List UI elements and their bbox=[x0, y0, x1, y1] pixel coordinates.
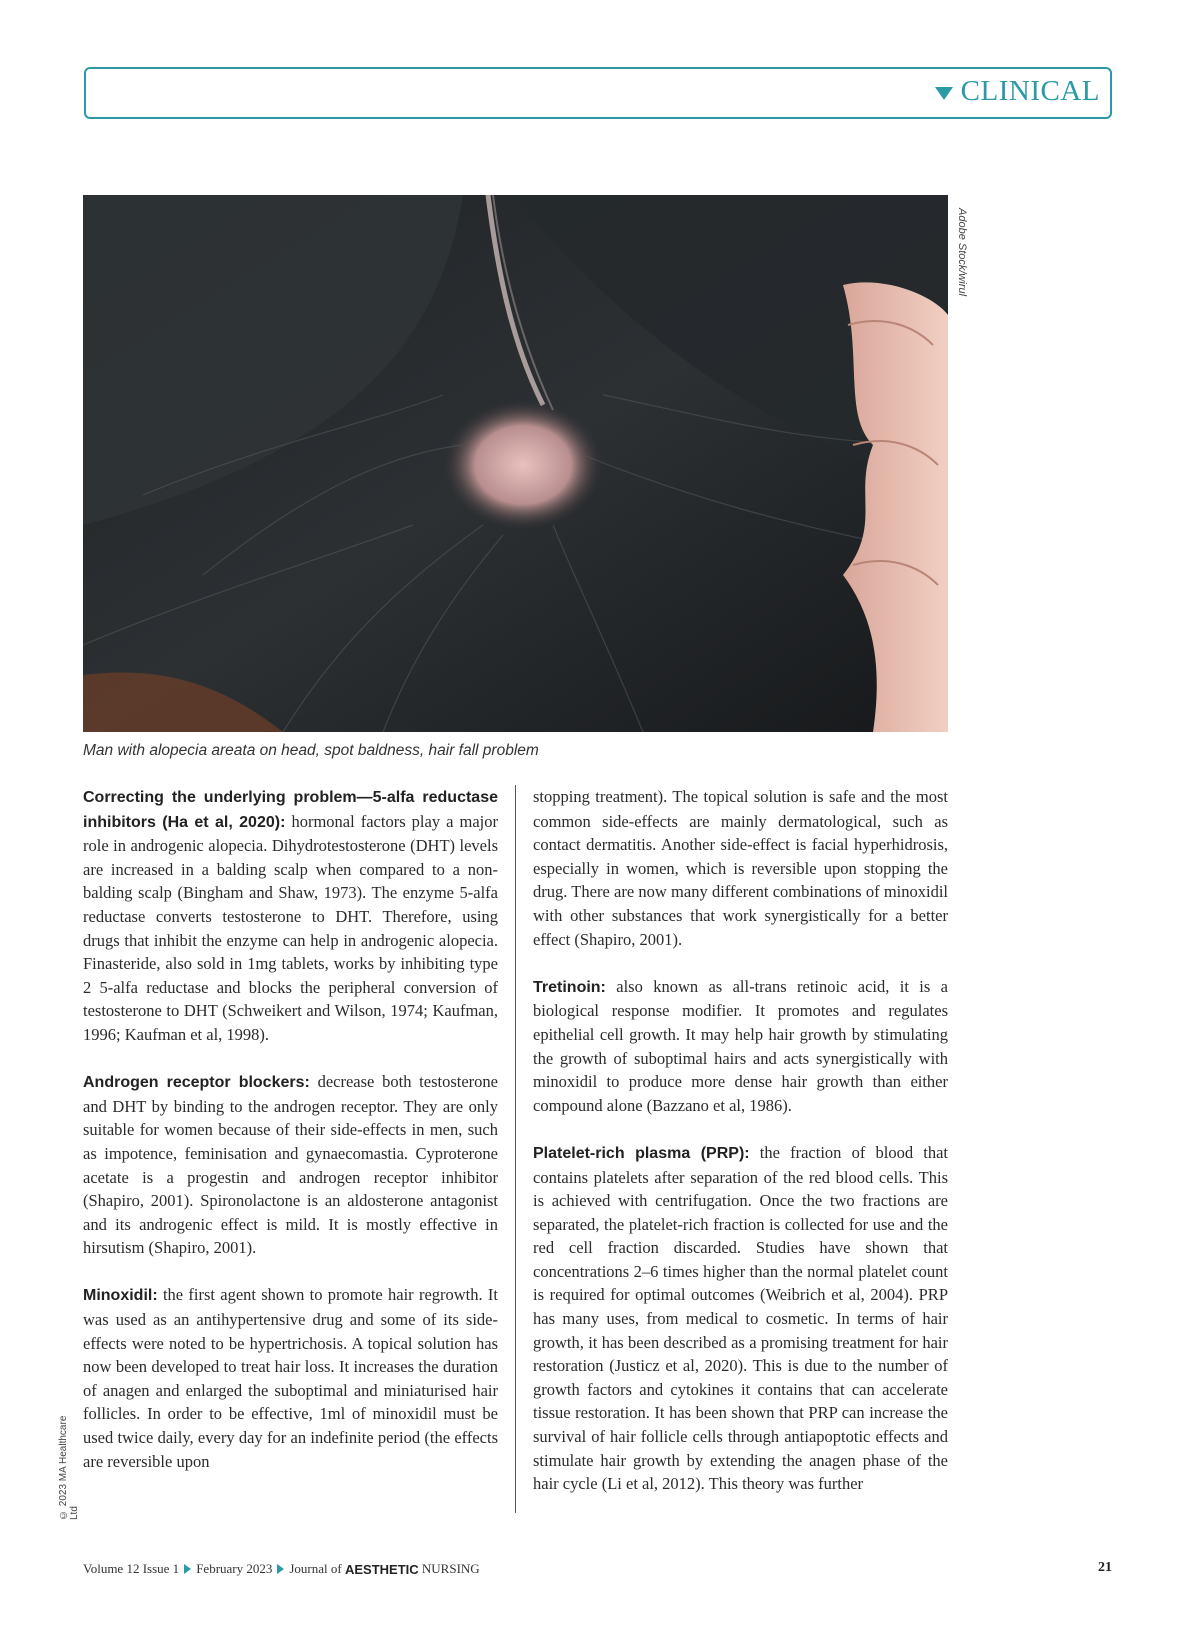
paragraph-heading: Tretinoin: bbox=[533, 978, 606, 996]
footer-journal-brand: AESTHETIC bbox=[344, 1561, 419, 1577]
photo-credit: Adobe Stock/wirul bbox=[956, 208, 968, 297]
footer-date: February 2023 bbox=[196, 1561, 273, 1576]
right-column bbox=[533, 785, 948, 1519]
paragraph-heading: Minoxidil: bbox=[83, 1287, 158, 1305]
left-column bbox=[83, 785, 498, 1497]
triangle-right-icon bbox=[277, 1564, 284, 1574]
scalp-illustration bbox=[83, 195, 948, 732]
paragraph-body: hormonal factors play a major role in androgenic alopecia. Dihydrotestosterone (DHT) levels are increased in a balding scalp when compared to a non-balding scalp (Bingham and Shaw, 1973). The enzyme 5-alfa reductase converts testosterone to DHT. Therefore, using drugs that inhibit the enzyme can help in androgenic alopecia. Finasteride, also sold in 1mg tablets, works by inhibiting type 2 5-alfa reductase and blocks the peripheral conversion of testosterone to DHT (Schweikert and Wilson, 1974; Kaufman, 1996; Kaufman et al, 1998). bbox=[83, 811, 498, 1044]
triangle-down-icon bbox=[935, 87, 953, 100]
paragraph-heading: Androgen receptor blockers: bbox=[83, 1074, 310, 1092]
column-divider bbox=[515, 785, 516, 1513]
triangle-right-icon bbox=[184, 1564, 191, 1574]
paragraph-heading: Platelet-rich plasma (PRP): bbox=[533, 1144, 750, 1162]
page-footer bbox=[83, 1561, 480, 1577]
paragraph-androgen-receptor-blockers bbox=[83, 1070, 498, 1260]
paragraph-body: the first agent shown to promote hair regrowth. It was used as an antihypertensive drug and some of its side-effects were noted to be hypertrichosis. A topical solution has now been developed to treat hair loss. It increases the duration of anagen and enlarged the suboptimal and miniaturised hair follicles. In order to be effective, 1ml of minoxidil must be used twice daily, every day for an indefinite period (the effects are reversible upon bbox=[83, 1285, 498, 1471]
paragraph-prp bbox=[533, 1141, 948, 1496]
section-label bbox=[935, 75, 1100, 108]
paragraph-minoxidil bbox=[83, 1283, 498, 1473]
paragraph-heading: Correcting the underlying problem—5-alfa reductase inhibitors (Ha et al, 2020): bbox=[83, 789, 498, 831]
paragraph-body: also known as all-trans retinoic acid, it is a biological response modifier. It promotes and regulates epithelial cell growth. It may help hair growth by stimulating the growth of suboptimal hairs and acts synergistically with minoxidil to produce more dense hair growth than either compound alone (Bazzano et al, 1986). bbox=[533, 976, 948, 1115]
copyright-notice: © 2023 MA Healthcare Ltd bbox=[58, 1415, 80, 1520]
paragraph-body: the fraction of blood that contains platelets after separation of the red blood cells. This is achieved with centrifugation. Once the two fractions are separated, the platelet-rich fraction is collected for use and the red cell fraction discarded. Studies have shown that concentrations 2–6 times higher than the normal platelet count is required for optimal outcomes (Weibrich et al, 2004). PRP has many uses, from medical to cosmetic. In terms of hair growth, it has been described as a promising treatment for hair restoration (Justicz et al, 2020). This is due to the number of growth factors and cytokines it contains that can accelerate tissue restoration. It has been shown that PRP can increase the survival of hair follicle cells through antiapoptotic effects and stimulate hair growth by extending the anagen phase of the hair cycle (Li et al, 2012). This theory was further bbox=[533, 1142, 948, 1494]
footer-journal-prefix: Journal of bbox=[289, 1561, 345, 1576]
paragraph-tretinoin bbox=[533, 975, 948, 1118]
footer-volume: Volume 12 Issue 1 bbox=[83, 1561, 180, 1576]
figure-caption: Man with alopecia areata on head, spot baldness, hair fall problem bbox=[83, 742, 539, 759]
scalp-photo bbox=[83, 195, 948, 732]
section-header bbox=[84, 67, 1112, 119]
section-label-text: CLINICAL bbox=[960, 75, 1100, 107]
page-number: 21 bbox=[1098, 1560, 1112, 1575]
paragraph-5-alfa-reductase bbox=[83, 785, 498, 1047]
footer-journal-suffix: NURSING bbox=[418, 1561, 480, 1576]
paragraph-minoxidil-continued bbox=[533, 785, 948, 951]
paragraph-body: decrease both testosterone and DHT by binding to the androgen receptor. They are only suitable for women because of their side-effects in men, such as impotence, feminisation and gynaecomastia. Cyproterone acetate is a progestin and androgen receptor inhibitor (Shapiro, 2001). Spironolactone is an aldosterone antagonist and its androgenic effect is mild. It is mostly effective in hirsutism (Shapiro, 2001). bbox=[83, 1072, 498, 1258]
paragraph-body: stopping treatment). The topical solution is safe and the most common side-effects are mainly dermatological, such as contact dermatitis. Another side-effect is facial hyperhidrosis, especially in women, which is reversible upon stopping the drug. There are now many different combinations of minoxidil with other substances that work synergistically for a better effect (Shapiro, 2001). bbox=[533, 787, 948, 949]
